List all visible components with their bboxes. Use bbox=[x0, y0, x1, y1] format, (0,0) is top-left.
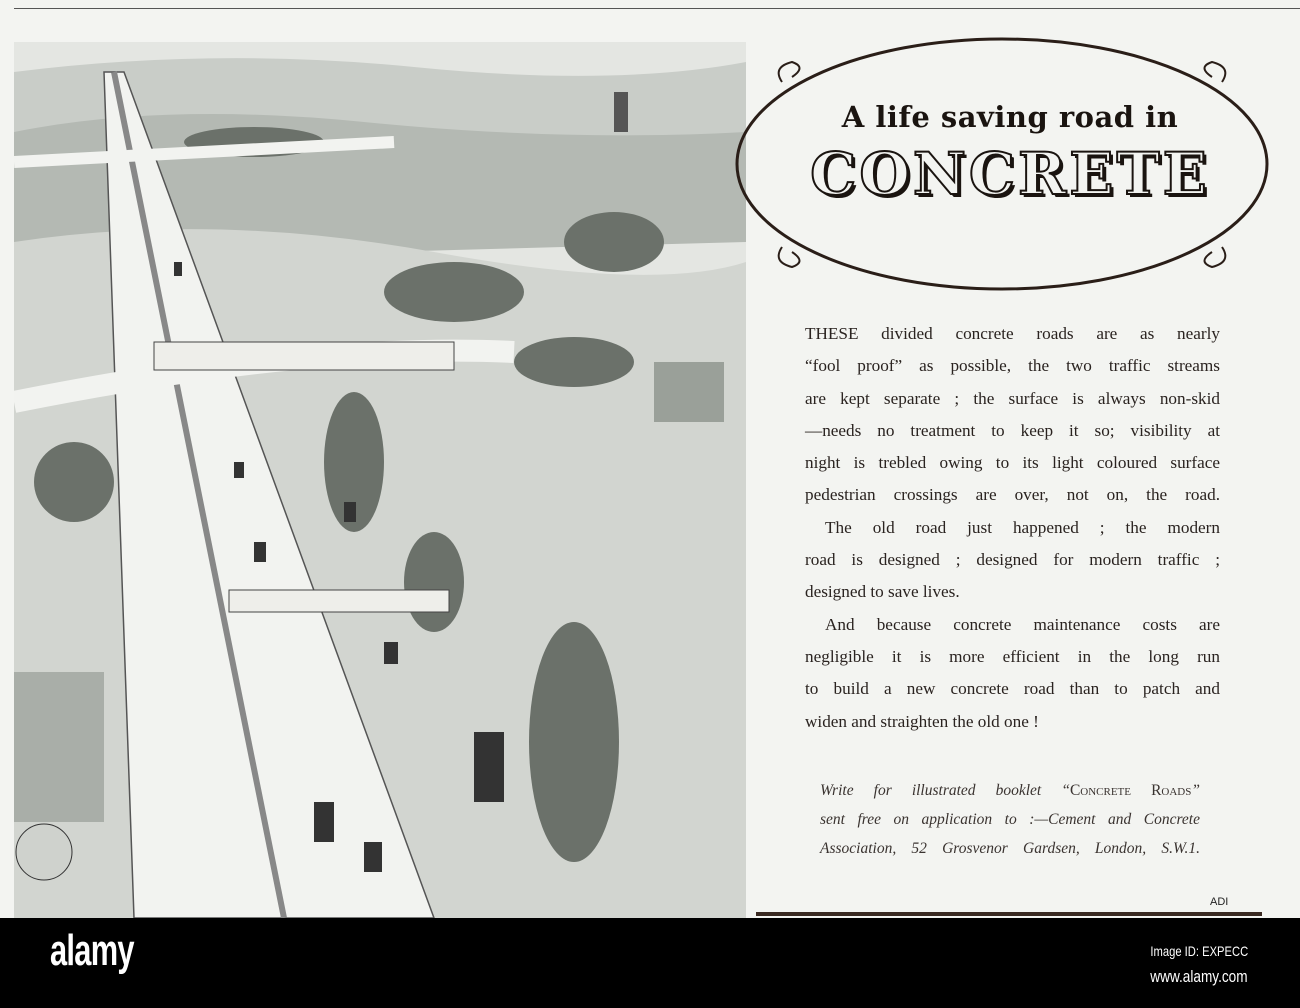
body-line: “fool proof” as possible, the two traffic streams bbox=[805, 356, 1220, 376]
body-line: are kept separate ; the surface is always non-skid bbox=[805, 388, 1220, 408]
booklet-offer bbox=[820, 776, 1200, 863]
body-line: The old road just happened ; the modern bbox=[825, 517, 1220, 537]
body-line: widen and straighten the old one ! bbox=[805, 711, 1039, 731]
watermark-bar bbox=[0, 918, 1300, 1008]
agency-mark: ADI bbox=[1210, 896, 1229, 908]
booklet-title: Concrete Roads bbox=[1069, 782, 1192, 799]
body-line: pedestrian crossings are over, not on, the road. bbox=[805, 485, 1220, 505]
body-line: road is designed ; designed for modern traffic ; bbox=[805, 550, 1220, 570]
body-line: designed to save lives. bbox=[805, 582, 960, 602]
alamy-logo: alamy bbox=[50, 926, 134, 975]
body-line: THESE divided concrete roads are as nearly bbox=[805, 324, 1220, 343]
top-rule bbox=[14, 8, 1300, 9]
body-line: And because concrete maintenance costs are bbox=[825, 614, 1220, 634]
image-id: Image ID: EXPECC bbox=[1150, 943, 1248, 959]
motorway-illustration bbox=[14, 42, 746, 918]
offer-line bbox=[820, 776, 1200, 805]
offer-quote: ” bbox=[1191, 782, 1200, 799]
body-line: —needs no treatment to keep it so; visibility at bbox=[805, 420, 1220, 440]
site-url: www.alamy.com bbox=[1150, 967, 1248, 986]
offer-line: Association, 52 Grosvenor Gardsen, London, S.W.1. bbox=[820, 840, 1200, 857]
body-line: to build a new concrete road than to patch and bbox=[805, 679, 1220, 699]
offer-line: sent free on application to :—Cement and Concrete bbox=[820, 811, 1200, 828]
headline-tagline: A life saving road in bbox=[841, 100, 1179, 134]
headline-title: CONCRETE bbox=[810, 140, 1210, 208]
body-copy bbox=[805, 318, 1220, 738]
offer-text: Write for illustrated booklet “ bbox=[820, 782, 1070, 799]
body-line: negligible it is more efficient in the long run bbox=[805, 646, 1220, 666]
body-line: night is trebled owing to its light coloured surface bbox=[805, 453, 1220, 473]
bottom-rule bbox=[756, 912, 1262, 916]
